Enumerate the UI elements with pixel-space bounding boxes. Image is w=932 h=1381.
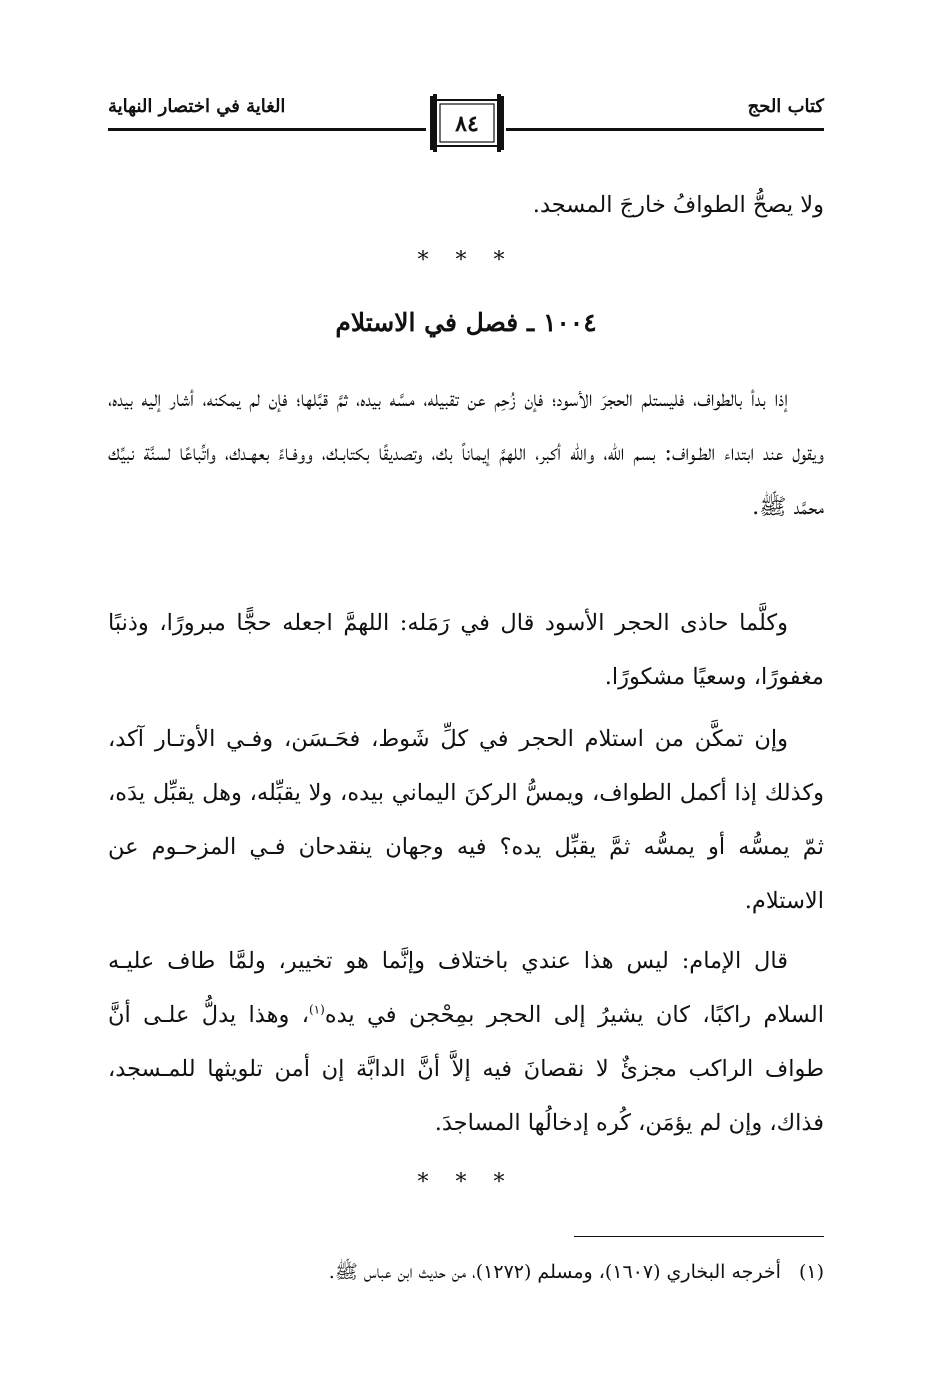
paragraph — [108, 372, 824, 534]
paragraph — [108, 596, 824, 704]
section-separator: * * * — [417, 248, 515, 273]
footnote-reference[interactable]: (١) — [308, 1002, 325, 1017]
header-rule — [108, 128, 426, 131]
opening-line — [108, 178, 824, 232]
chapter-title: كتاب الحج — [747, 96, 824, 117]
section-heading: ١٠٠٤ ـ فصل في الاستلام — [335, 308, 597, 337]
section-separator: * * * — [417, 1170, 515, 1195]
paragraph — [108, 712, 824, 928]
paragraph-text-part: ، وهذا يدلُّ علـى أنَّ طواف الراكب مجزئٌ لا نقصانَ فيه إلاَّ أنَّ الدابَّة إن أمن تلويثها للمـسجد، فذاك، وإن لم يؤمَن، كُره إدخالُها المساجدَ. — [108, 1002, 824, 1136]
footnote-rule — [574, 1236, 824, 1237]
book-title: الغاية في اختصار النهاية — [108, 96, 286, 117]
paragraph-text — [108, 934, 824, 1150]
paragraph-text: إذا بدأ بالطواف، فليستلم الحجرَ الأسود؛ فإن زُحِم عن تقبيله، مسَّه بيده، ثمَّ قبَّلها؛ فإن لم يمكنه، أشار إليه بيده، ويقول عند ابتداء الطـواف: بسم الله، والله أكبر، اللهمَّ إيماناً بك، وتصديقًا بكتابـك، ووفـاءً بعهـدك، واتِّباعًا لسنَّة نبيِّك محمَّد ﷺ. — [108, 386, 824, 520]
opening-line-text: ولا يصحُّ الطوافُ خارجَ المسجد. — [532, 192, 824, 218]
paragraph-text: وكلَّما حاذى الحجر الأسود قال في رَمَله: اللهمَّ اجعله حجًّا مبرورًا، وذنبًا مغفورًا، وسعيًا مشكورًا. — [108, 610, 824, 690]
footnote-text: أخرجه البخاري (١٦٠٧)، ومسلم (١٢٧٢)، من حديث ابن عباس ﷺ. — [328, 1261, 781, 1283]
footnote — [108, 1256, 824, 1288]
paragraph — [108, 934, 824, 1150]
page-number: ٨٤ — [455, 111, 479, 137]
header-rule — [506, 128, 824, 131]
paragraph-text-part: قال الإمام: ليس هذا عندي باختلاف وإنَّما هو تخيير، ولمَّا طاف عليـه السلام راكبًا، كان يشيرُ إلى الحجر بمِحْجن في يده — [108, 948, 824, 1028]
page-number-frame — [430, 94, 504, 152]
paragraph-text: وإن تمكَّن من استلام الحجر في كلِّ شَوط، فحَـسَن، وفـي الأوتـار آكد، وكذلك إذا أكمل الطواف، ويمسُّ الركنَ اليماني بيده، ولا يقبِّله، وهل يقبِّل يدَه، ثمّ يمسُّه أو يمسُّه ثمَّ يقبِّل يده؟ فيه وجهان ينقدحان فـي المزحـوم عن الاستلام. — [108, 726, 824, 914]
footnote-number: (١) — [798, 1261, 824, 1283]
running-header — [108, 94, 824, 156]
